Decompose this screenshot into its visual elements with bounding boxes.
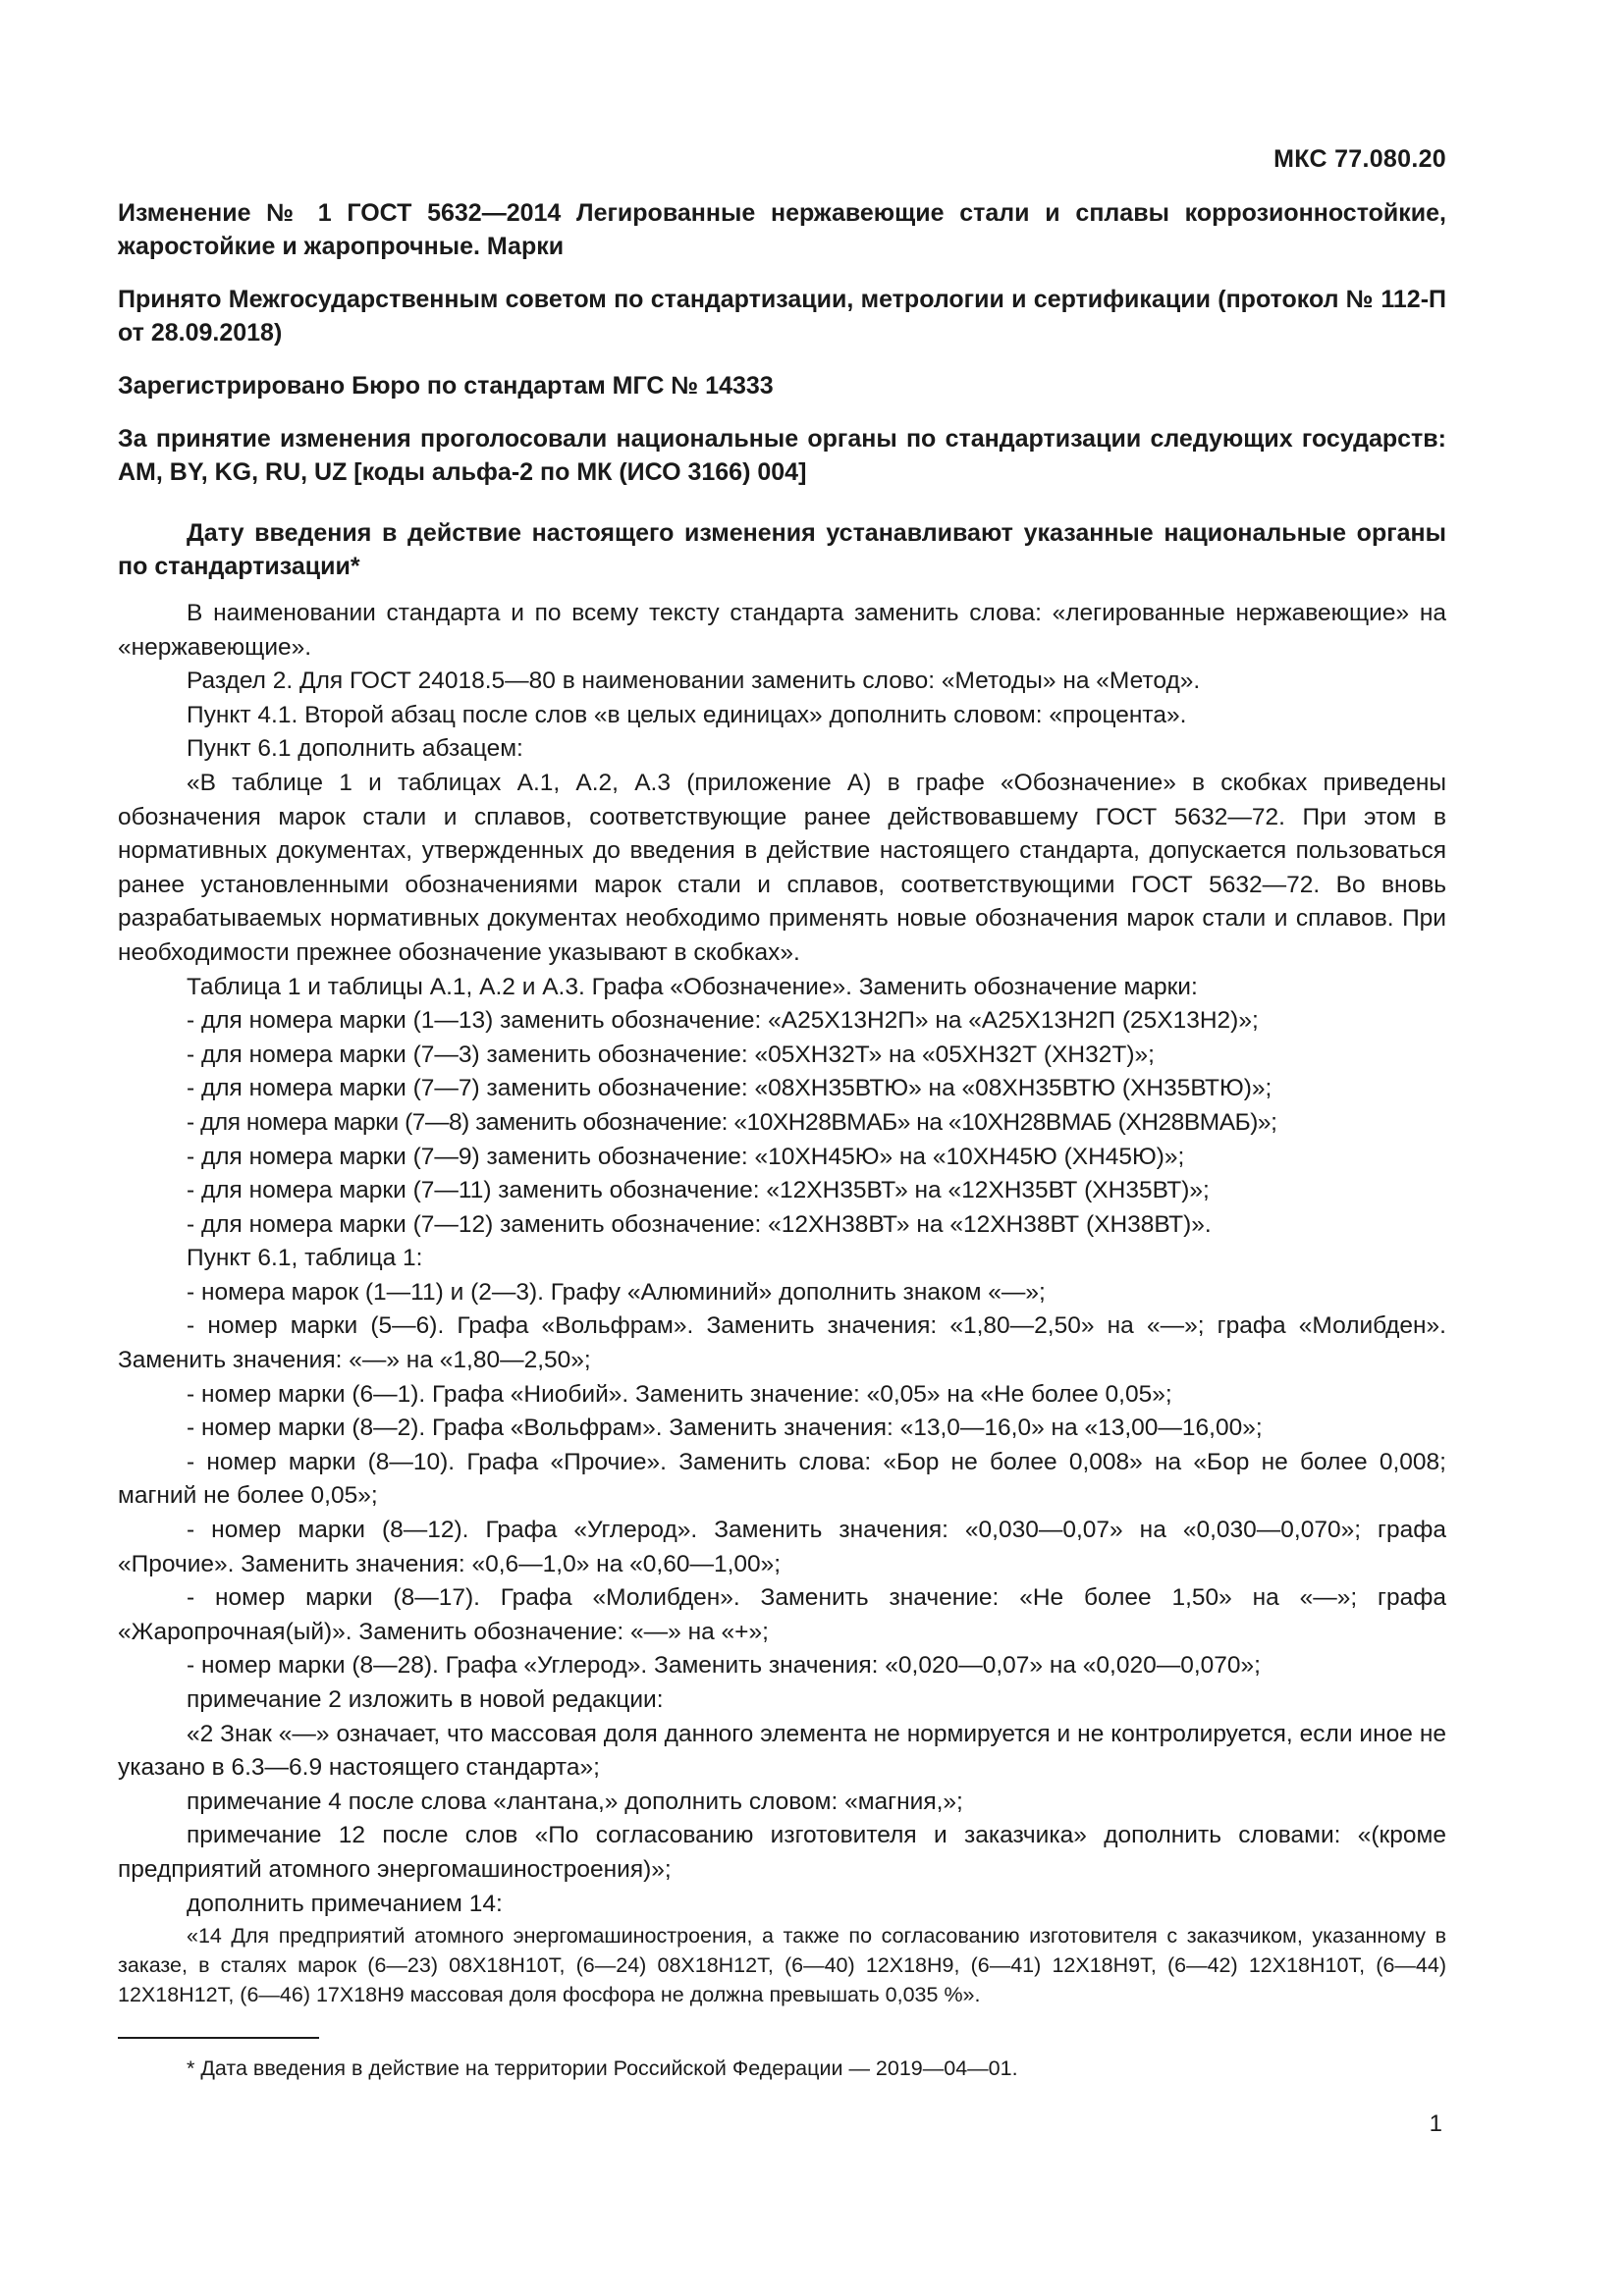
- body-paragraph: Пункт 6.1 дополнить абзацем:: [187, 735, 523, 763]
- voting-statement: За принятие изменения проголосовали национальные органы по стандартизации следующих государств: AM, BY, KG, RU, UZ [коды альфа-2 по МК (ИСО 3166) 004]: [118, 425, 1446, 486]
- body-list-item: - для номера марки (7—9) заменить обозначение: «10ХН45Ю» на «10ХН45Ю (ХН45Ю)»;: [187, 1143, 1185, 1170]
- body-paragraph: Пункт 4.1. Второй абзац после слов «в целых единицах» дополнить словом: «процента».: [187, 701, 1187, 728]
- body-list-item: - для номера марки (7—3) заменить обозначение: «05ХН32Т» на «05ХН32Т (ХН32Т)»;: [187, 1041, 1155, 1068]
- body-list-item: - для номера марки (7—12) заменить обозначение: «12ХН38ВТ» на «12ХН38ВТ (ХН38ВТ)».: [187, 1210, 1212, 1238]
- body-list-item: - для номера марки (7—11) заменить обозначение: «12ХН35ВТ» на «12ХН35ВТ (ХН35ВТ)»;: [187, 1177, 1210, 1204]
- body-paragraph: В наименовании стандарта и по всему тексту стандарта заменить слова: «легированные нержавеющие» на «нержавеющие».: [118, 600, 1446, 661]
- body-list-item: - номер марки (6—1). Графа «Ниобий». Заменить значение: «0,05» на «Не более 0,05»;: [187, 1380, 1172, 1408]
- amendment-body: [118, 597, 1446, 2009]
- body-list-item: - номер марки (8—10). Графа «Прочие». Заменить слова: «Бор не более 0,008» на «Бор не более 0,008; магний не более 0,05»;: [118, 1448, 1446, 1510]
- body-paragraph: дополнить примечанием 14:: [187, 1890, 503, 1917]
- mks-code: МКС 77.080.20: [1273, 145, 1446, 173]
- body-list-item: - номер марки (8—28). Графа «Углерод». Заменить значения: «0,020—0,07» на «0,020—0,070»;: [187, 1652, 1261, 1680]
- registration-statement: Зарегистрировано Бюро по стандартам МГС № 14333: [118, 372, 774, 400]
- note-14-text: «14 Для предприятий атомного энергомашиностроения, а также по согласованию изготовителя с заказчиком, указанному в заказе, в сталях марок (6—23) 08Х18Н10Т, (6—24) 08Х18Н12Т, (6—40) 12Х18Н9, (6—41) 12Х18Н9Т, (6—42) 12Х18Н10Т, (6—44) 12Х18Н12Т, (6—46) 17Х18Н9 массовая доля фосфора не должна превышать 0,035 %».: [118, 1924, 1446, 2007]
- body-paragraph: примечание 2 изложить в новой редакции:: [187, 1686, 664, 1713]
- body-list-item: - для номера марки (1—13) заменить обозначение: «А25Х13Н2П» на «А25Х13Н2П (25Х13Н2)»;: [187, 1007, 1259, 1035]
- footnote: * Дата введения в действие на территории Российской Федерации — 2019—04—01.: [187, 2056, 1018, 2080]
- body-paragraph: «В таблице 1 и таблицах А.1, А.2, А.3 (приложение А) в графе «Обозначение» в скобках приведены обозначения марок стали и сплавов, соответствующие ранее действовавшему ГОСТ 5632—72. При этом в нормативных документах, утвержденных до введения в действие настоящего стандарта, допускается пользоваться ранее установленными обозначениями марок стали и сплавов, соответствующими ГОСТ 5632—72. Во вновь разрабатываемых нормативных документах необходимо применять новые обозначения марок стали и сплавов. При необходимости прежнее обозначение указывают в скобках».: [118, 769, 1446, 966]
- body-list-item: - номер марки (8—17). Графа «Молибден». Заменить значение: «Не более 1,50» на «—»; графа «Жаропрочная(ый)». Заменить обозначение: «—» на «+»;: [118, 1584, 1446, 1645]
- footnote-separator: [118, 2037, 319, 2039]
- body-list-item: - для номера марки (7—7) заменить обозначение: «08ХН35ВТЮ» на «08ХН35ВТЮ (ХН35ВТЮ)»;: [187, 1075, 1272, 1102]
- body-list-item: - номер марки (5—6). Графа «Вольфрам». Заменить значения: «1,80—2,50» на «—»; графа «Молибден». Заменить значения: «—» на «1,80—2,50»;: [118, 1312, 1446, 1374]
- effective-date-statement: Дату введения в действие настоящего изменения устанавливают указанные национальные органы по стандартизации*: [118, 519, 1446, 580]
- page-number: 1: [1429, 2110, 1442, 2137]
- body-paragraph: примечание 4 после слова «лантана,» дополнить словом: «магния,»;: [187, 1788, 963, 1815]
- body-list-item: - номера марок (1—11) и (2—3). Графу «Алюминий» дополнить знаком «—»;: [187, 1278, 1046, 1306]
- body-paragraph: Пункт 6.1, таблица 1:: [187, 1245, 423, 1272]
- amendment-header: [118, 196, 1446, 603]
- amendment-title: Изменение № 1 ГОСТ 5632—2014 Легированные нержавеющие стали и сплавы коррозионностойкие, жаростойкие и жаропрочные. Марки: [118, 199, 1446, 260]
- body-list-item: - номер марки (8—12). Графа «Углерод». Заменить значения: «0,030—0,07» на «0,030—0,070»; графа «Прочие». Заменить значения: «0,6—1,0» на «0,60—1,00»;: [118, 1517, 1446, 1577]
- body-paragraph: примечание 12 после слов «По согласованию изготовителя и заказчика» дополнить словами: «(кроме предприятий атомного энергомашиностроения)»;: [118, 1822, 1446, 1883]
- body-paragraph: Таблица 1 и таблицы А.1, А.2 и А.3. Графа «Обозначение». Заменить обозначение марки:: [187, 973, 1198, 1000]
- body-paragraph: «2 Знак «—» означает, что массовая доля данного элемента не нормируется и не контролируется, если иное не указано в 6.3—6.9 настоящего стандарта»;: [118, 1720, 1446, 1782]
- body-list-item: - номер марки (8—2). Графа «Вольфрам». Заменить значения: «13,0—16,0» на «13,00—16,00»;: [187, 1415, 1263, 1442]
- body-list-item: - для номера марки (7—8) заменить обозначение: «10ХН28ВМАБ» на «10ХН28ВМАБ (ХН28ВМАБ)»;: [187, 1108, 1277, 1136]
- adopted-statement: Принято Межгосударственным советом по стандартизации, метрологии и сертификации (протокол № 112-П от 28.09.2018): [118, 286, 1446, 347]
- body-paragraph: Раздел 2. Для ГОСТ 24018.5—80 в наименовании заменить слово: «Методы» на «Метод».: [187, 667, 1201, 695]
